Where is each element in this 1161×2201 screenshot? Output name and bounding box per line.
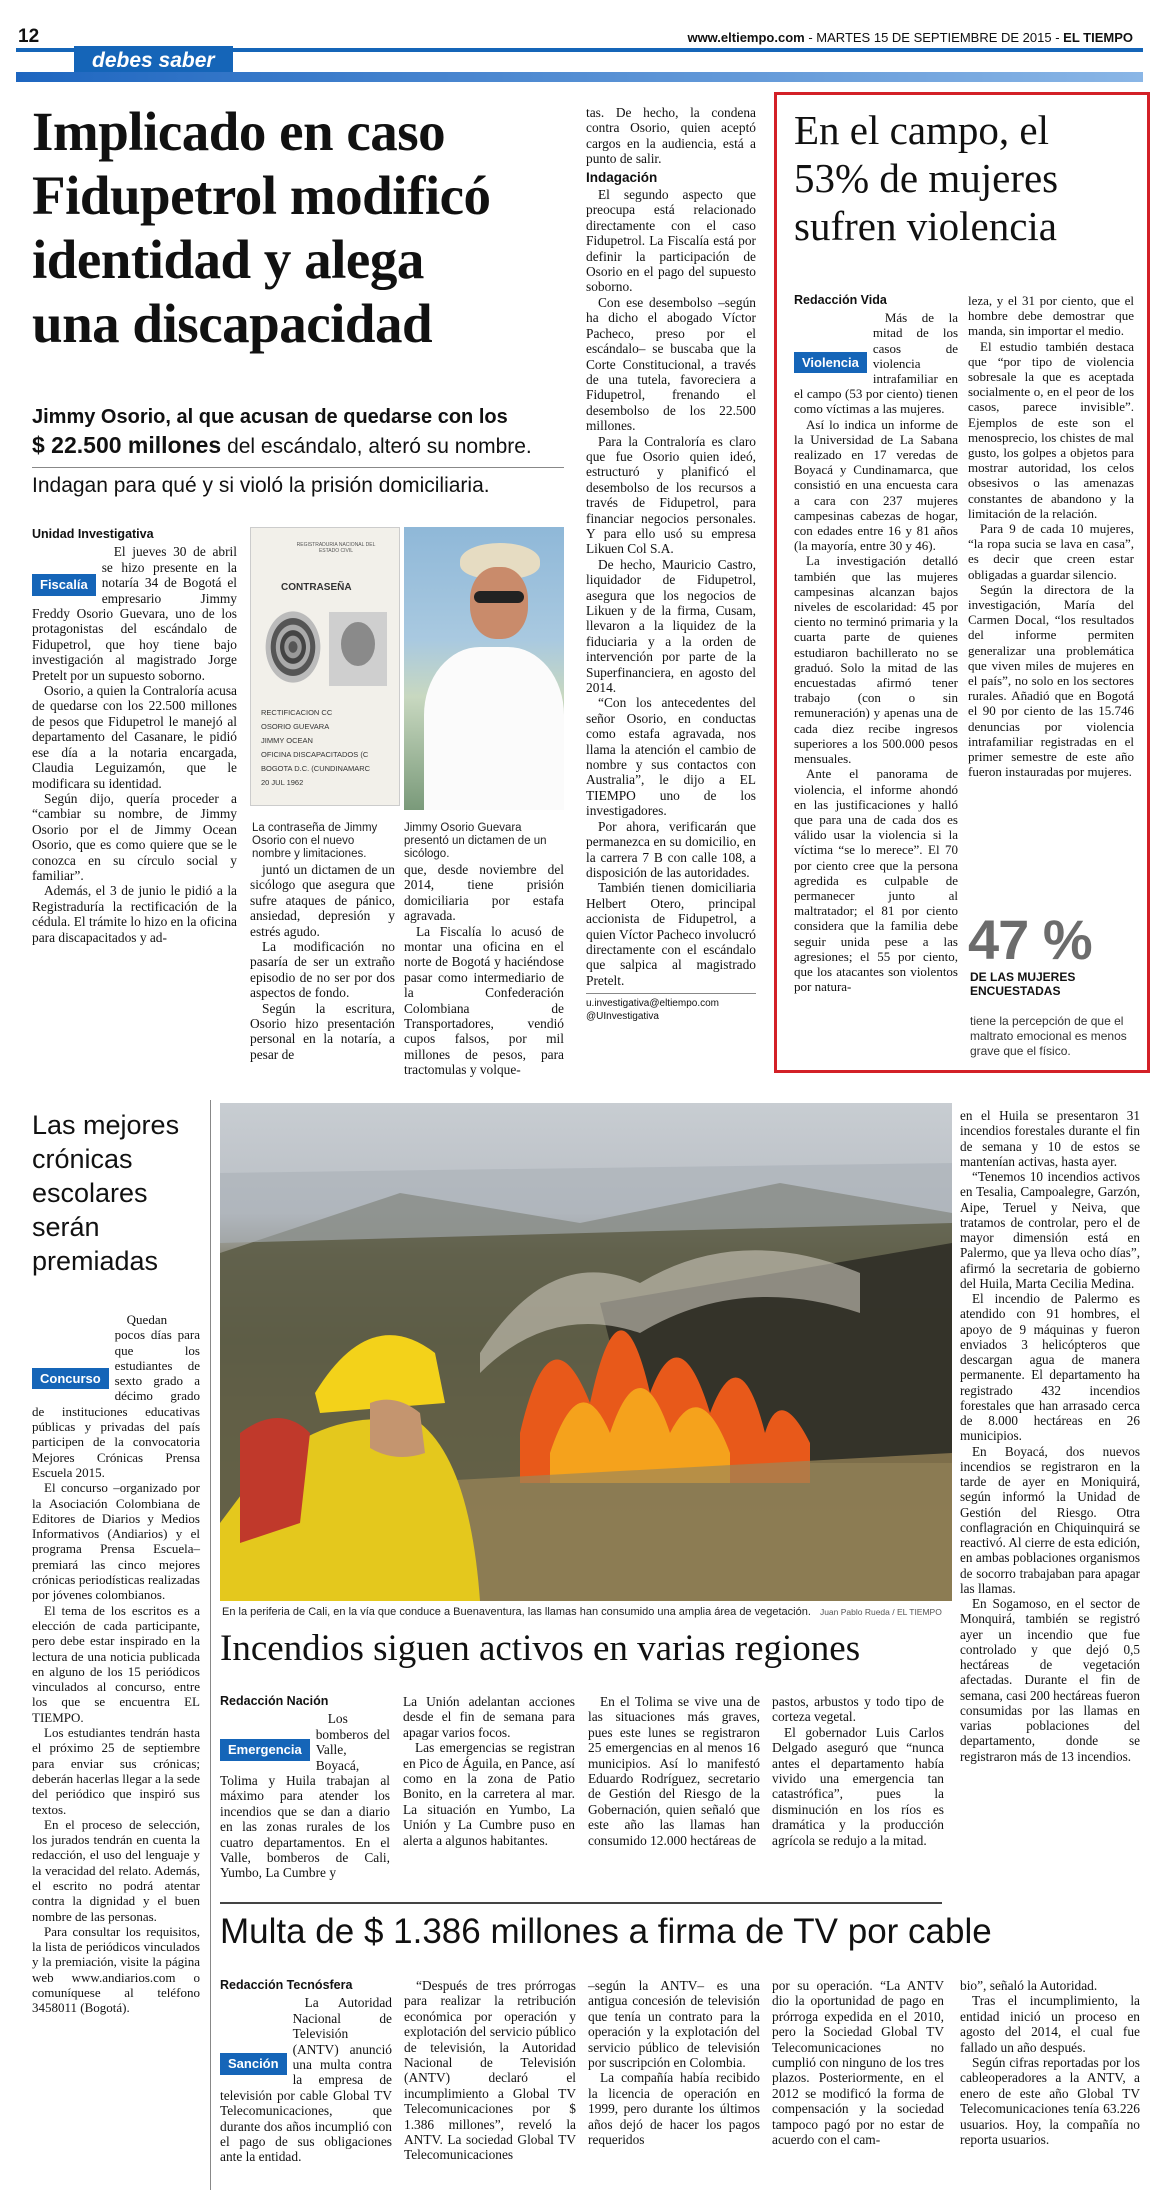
story1-col2 — [250, 862, 395, 1062]
paragraph: Además, el 3 de junio le pidió a la Registraduría la rectificación de la cédula. El trámite lo hizo en la oficina para discapacitados y ad- — [32, 883, 237, 945]
paper-name: EL TIEMPO — [1063, 30, 1133, 45]
deck-amount: $ 22.500 millones — [32, 432, 222, 458]
paragraph: Por ahora, verificarán que permanezca en su domicilio, en la carrera 7 B con calle 108, a disposición de las autoridades. — [586, 818, 756, 880]
tag-emergencia: Emergencia — [220, 1739, 310, 1760]
paragraph: Los estudiantes tendrán hasta el próximo 25 de septiembre para enviar sus crónicas; deberán hacerlas llegar a la sede del periódico que inspiró sus textos. — [32, 1725, 200, 1817]
story4-headline: Incendios siguen activos en varias regiones — [220, 1628, 861, 1669]
paragraph: Tras el incumplimiento, la entidad inició un proceso en agosto del 2014, el cual fue fallado un año después. — [960, 1993, 1140, 2055]
story4-right-col — [960, 1108, 1140, 1764]
story5-col3 — [588, 1978, 760, 2147]
paragraph: que, desde noviembre del 2014, tiene prisión domiciliaria por estafa agravada. — [404, 862, 564, 924]
headline-line: 53% de mujeres — [794, 155, 1059, 201]
story2-col2 — [968, 293, 1134, 780]
paragraph: pastos, arbustos y todo tipo de corteza vegetal. — [772, 1694, 944, 1725]
paragraph: –según la ANTV– es una antigua concesión de televisión que tenía un contrato para la operación y la explotación del servicio público de televisión por suscripción en Colombia. — [588, 1978, 760, 2071]
tag-fiscalia: Fiscalía — [32, 574, 96, 595]
deck-line: Indagan para qué y si violó la prisión domiciliaria. — [32, 474, 490, 497]
paragraph: La modificación no pasaría de ser un extraño episodio de no ser por dos aspectos de fondo. — [250, 939, 395, 1001]
fingerprint-icon — [263, 608, 323, 686]
tag-sancion: Sanción — [220, 2053, 287, 2074]
caption-id-card: La contraseña de Jimmy Osorio con el nuevo nombre y limitaciones. — [252, 822, 378, 860]
story4-col4 — [772, 1694, 944, 1848]
tag-float — [220, 1739, 310, 1760]
paragraph: En Boyacá, dos nuevos incendios se registraron en la tarde de ayer en Moniquirá, según informó la Unidad de Gestión del Riesgo. Otra conflagración en Chiquinquirá se reactivó. Al cierre de esta edición, en ambas poblaciones organismos de socorro trabajaban para apagar las llamas. — [960, 1443, 1140, 1596]
issue-date: MARTES 15 DE SEPTIEMBRE DE 2015 — [816, 30, 1052, 45]
story1-deck — [32, 404, 582, 499]
tag-float — [794, 352, 867, 373]
story2-col1 — [794, 293, 958, 994]
paragraph: Según dijo, quería proceder a “cambiar su nombre, de Jimmy Osorio por el de Jimmy Ocean Osorio, que es como quiere que se le conozca en su círculo social y familiar”. — [32, 790, 237, 883]
card-field: OFICINA DISCAPACITADOS (C — [261, 750, 369, 759]
headline-line: identidad y alega — [32, 229, 424, 290]
sunglasses — [474, 591, 524, 603]
stat-text: tiene la percepción de que el maltrato emocional es menos grave que el físico. — [970, 1014, 1127, 1058]
paragraph: La investigación detalló también que las mujeres campesinas alcanzan bajos niveles de escolaridad: 45 por ciento no terminó primaria y la cuarta parte de quienes estudiaron bachillerato no se graduó. Solo la mitad de las encuestadas afirmó tener trabajo (con o sin remuneración) y apenas una de cada diez recibe ingresos superiores a los 500.000 pesos mensuales. — [794, 553, 958, 767]
story5-headline: Multa de $ 1.386 millones a firma de TV por cable — [220, 1912, 992, 1951]
paragraph: bio”, señaló la Autoridad. — [960, 1978, 1098, 1993]
byline: Unidad Investigativa — [32, 527, 154, 541]
card-field: 20 JUL 1962 — [261, 778, 304, 787]
card-portrait — [329, 612, 387, 686]
story3-headline: Las mejores crónicas escolares serán premiadas — [32, 1110, 180, 1276]
paragraph: “Con los antecedentes del señor Osorio, en conductas como estafa agravada, nos llama la atención el cambio de nombre y sus contactos con Australia”, le dijo a EL TIEMPO uno de los investigadores. — [586, 695, 756, 819]
paragraph: leza, y el 31 por ciento, que el hombre debe demostrar que manda, sin importar el medio. — [968, 293, 1134, 339]
fire-scene — [220, 1103, 952, 1601]
paragraph: Ante el panorama de violencia, el informe ahondó en las justificaciones y halló que para una de cada dos es válido usar la violencia si la víctima “se lo merece”. El 70 por ciento cree que la persona agredida es culpable de permanecer junto al maltratador; el 81 por ciento considera que la familia debe seguir unida pese a las agresiones; el 55 por ciento, que los atacantes son violentos por natura- — [794, 766, 958, 995]
stat-label: DE LAS MUJERES ENCUESTADAS — [970, 970, 1076, 998]
headline-line: sufren violencia — [794, 203, 1057, 249]
byline: Redacción Vida — [794, 293, 887, 307]
paragraph: El incendio de Palermo es atendido con 91 hombres, el apoyo de 9 máquinas y fueron enviados 3 helicópteros que descargan agua de manera permanente. El departamento ha registrado 432 incendios forestales que han arrasado cerca de 8.000 hectáreas en 26 municipios. — [960, 1291, 1140, 1444]
tag-float — [32, 574, 96, 595]
paragraph: La Autoridad Nacional de Televisión (ANTV) anunció una multa contra la empresa de televisión por cable Global TV Telecomunicaciones, que durante dos años incumplió con el pago de sus obligaciones ante la entidad. — [220, 1995, 392, 2165]
story5-col1 — [220, 1978, 392, 2165]
portrait-head — [341, 622, 375, 666]
card-text — [261, 706, 391, 790]
card-field: OSORIO GUEVARA — [261, 722, 330, 731]
story1-headline — [32, 100, 592, 356]
paragraph: La Fiscalía lo acusó de montar una oficina en el norte de Bogotá y haciéndose pasar como intermediario de la Confederación Colombiana de Transportadores, vendió cupos falsos, por mil millones de pesos, para tractomulas y volque- — [404, 923, 564, 1078]
story1-col4 — [586, 105, 756, 1023]
headline-line: una discapacidad — [32, 293, 433, 354]
card-org: REGISTRADURIA NACIONAL DEL ESTADO CIVIL — [296, 542, 376, 554]
paragraph: La compañía había recibido la licencia de operación en 1999, pero durante los últimos años dejó de hacer los pagos requeridos — [588, 2070, 760, 2148]
paragraph: Para la Contraloría es claro que fue Osorio quien ideó, estructuró y planificó el desembolso de los recursos a través de Fidupetrol, para financiar negocios personales. Y para ello usó su empresa Likuen Col S.A. — [586, 433, 756, 557]
paragraph: Según cifras reportadas por los cableoperadores a la ANTV, a enero de este año Global TV Telecomunicaciones tenía 63.226 usuarios. Hoy, la compañía no reporta usuarios. — [960, 2055, 1140, 2148]
caption-portrait: Jimmy Osorio Guevara presentó un dictamen de un sicólogo. — [404, 822, 547, 860]
site-url[interactable]: www.eltiempo.com — [687, 30, 805, 45]
headline-line: Fidupetrol modificó — [32, 165, 491, 226]
byline: Redacción Tecnósfera — [220, 1978, 353, 1992]
story2-headline — [794, 106, 1144, 250]
paragraph: Con ese desembolso –según ha dicho el abogado Víctor Pacheco, preso por el escándalo– se buscaba que la Corte Constitucional, a través de una tutela, favoreciera a Fidupetrol, frenando el desembolso de los 22.500 millones. — [586, 294, 756, 434]
paragraph: Según la escritura, Osorio hizo presentación personal en la notaría, a pesar de — [250, 1000, 395, 1062]
page-number: 12 — [18, 26, 40, 47]
story5-col5 — [960, 1978, 1140, 2147]
headline-line: Implicado en caso — [32, 101, 446, 162]
paragraph: Quedan pocos días para que los estudiantes de sexto grado a décimo grado de instituciones educativas públicas y privadas del país participen de la convocatoria Mejores Crónicas Prensa Escuela 2015. — [32, 1312, 200, 1480]
paragraph: El tema de los escritos es a elección de cada participante, pero debe estar inspirado en la lectura de una noticia publicada en alguno de los 15 periódicos vinculados al concurso, entre los que se encuentra EL TIEMPO. — [32, 1602, 200, 1725]
paragraph: “Después de tres prórrogas para realizar la retribución económica por operación y explotación del servicio público de televisión, la Autoridad Nacional de Televisión (ANTV) declaró el incumplimiento a Global TV Telecomunicaciones por $ 1.386 millones”, reveló la ANTV. La sociedad Global TV Telecomunicaciones — [404, 1978, 576, 2163]
headline-line: En el campo, el — [794, 107, 1050, 153]
paragraph: En el Tolima se vive una de las situaciones más graves, pues este lunes se registraron 25 emergencias en al menos 16 municipios. Así lo manifestó Eduardo Rodríguez, secretario de Gestión del Riesgo de la Gobernación, quien señaló que este año las llamas han consumido 12.000 hectáreas de — [588, 1694, 760, 1848]
deck-rest: del escándalo, alteró su nombre. — [221, 435, 532, 458]
paragraph: Las emergencias se registran en Pico de Águila, en Pance, así como en la zona de Patio Bonito, en la carretera al mar. La situación en Yumbo, La Unión y La Cumbre puso en alerta a algunos habitantes. — [403, 1740, 575, 1848]
author-twitter[interactable]: @UInvestigativa — [586, 1011, 659, 1023]
paragraph: De hecho, Mauricio Castro, liquidador de Fidupetrol, asegura que los negocios de Likuen y de la firma, Cusam, llevaron a la liquidez de la fiduciaria y a la orden de intervención por parte de la Superfinanciera, en agosto del 2014. — [586, 556, 756, 696]
photo-credit: Juan Pablo Rueda / EL TIEMPO — [819, 1607, 942, 1617]
paragraph: Según la directora de la investigación, María del Carmen Docal, “los resultados del informe permiten generalizar una problemática que viven miles de mujeres en el país”, no solo en los sectores rurales. Añadió que en Bogotá el 90 por ciento de las 15.746 denuncias por violencia intrafamiliar registradas en el primer semestre de este año fueron instauradas por mujeres. — [968, 581, 1134, 780]
tag-float — [32, 1368, 109, 1389]
email-rule — [586, 993, 756, 994]
section-tab: debes saber — [74, 46, 233, 76]
paragraph: “Tenemos 10 incendios activos en Tesalia, Campoalegre, Garzón, Aipe, Teruel y Neiva, que tratamos de controlar, pero el de mayor dimensión está en Palermo, que ya lleva ocho días”, afirmó la secretaria de gobierno del Huila, Marta Cecilia Medina. — [960, 1169, 1140, 1291]
paragraph: El concurso –organizado por la Asociación Colombiana de Editores de Diarios y Medios Informativos (Andiarios) y el programa Prensa Escuela– premiará las cinco mejores crónicas periodísticas realizadas por jóvenes colombianos. — [32, 1480, 200, 1603]
shirt — [424, 647, 564, 810]
paragraph: El segundo aspecto que preocupa está relacionado directamente con el caso Fidupetrol. La Fiscalía está por definir la participación de Osorio en el pago del supuesto soborno. — [586, 187, 756, 295]
paragraph: También tienen domiciliaria Helbert Otero, principal accionista de Fidupetrol, a quien Víctor Pacheco involucró directamente con el escándalo que salpica al magistrado Pretelt. — [586, 880, 756, 988]
story4-col3 — [588, 1694, 760, 1848]
paragraph: El gobernador Luis Carlos Delgado aseguró que “nunca antes el departamento había vivido una emergencia tan catastrófica”, pues la disminución en los ríos es dramática y la producción agrícola se redujo a la mitad. — [772, 1724, 944, 1848]
author-email[interactable]: u.investigativa@eltiempo.com — [586, 998, 719, 1010]
story3-body — [32, 1312, 200, 2016]
header-separator: - — [808, 30, 817, 45]
story5-col4 — [772, 1978, 944, 2147]
story5-col2 — [404, 1978, 576, 2163]
deck-line: Jimmy Osorio, al que acusan de quedarse con los — [32, 406, 508, 428]
byline: Redacción Nación — [220, 1694, 329, 1708]
paragraph: El jueves 30 de abril se hizo presente en la notaría 34 de Bogotá el empresario Jimmy Freddy Osorio Guevara, uno de los protagonistas del escándalo de Fidupetrol, que hoy tiene bajo investigación al magistrado Jorge Pretelt por un supuesto soborno. — [32, 544, 237, 683]
card-field: RECTIFICACION CC — [261, 708, 333, 717]
paragraph: Osorio, a quien la Contraloría acusa de quedarse con los 22.500 millones de pesos que Fidupetrol le manejó al departamento del Casanare, le pidió ese día a la notaria encargada, Claudia Leguizamón, que le modificara su identidad. — [32, 683, 237, 791]
caption-text: En la periferia de Cali, en la vía que conduce a Buenaventura, las llamas han consumido una amplia área de vegetación. — [222, 1606, 811, 1618]
column-divider — [210, 1100, 211, 2190]
section-bar-lower — [16, 72, 1143, 82]
paragraph: tas. De hecho, la condena contra Osorio, quien aceptó cargos en la audiencia, está a punto de salir. — [586, 105, 756, 167]
fire-photo — [220, 1103, 952, 1601]
tag-violencia: Violencia — [794, 352, 867, 373]
id-card-photo — [250, 527, 400, 806]
story1-col1 — [32, 527, 237, 945]
paragraph: En Sogamoso, en el sector de Monquirá, también se registró ayer un incendio que fue controlado y que dejó 0,5 hectáreas de vegetación afectadas. Durante el fin de semana, casi 200 hectáreas fueron consumidas por las llamas en varias poblaciones del departamento, donde se registraron más de 13 incendios. — [960, 1596, 1140, 1764]
face — [470, 567, 528, 639]
story1-col3 — [404, 862, 564, 1078]
paragraph: Los bomberos del Valle, Boyacá, Tolima y Huila trabajan al máximo para atender los incendios que se dan a diario en las zonas rurales de los cuatro departamentos. En el Valle, bomberos de Cali, Yumbo, La Cumbre y — [220, 1711, 390, 1881]
paragraph: Para 9 de cada 10 mujeres, “la ropa sucia se lava en casa”, es decir que creen estar obligadas a guardar silencio. — [968, 521, 1134, 582]
story4-col2 — [403, 1694, 575, 1848]
deck-line — [32, 430, 582, 462]
story4-col1 — [220, 1694, 390, 1881]
paragraph: Así lo indica un informe de la Universidad de La Sabana realizado en 17 veredas de Boyacá y Cundinamarca, que consistió en una encuesta cara a cara con 237 mujeres campesinas cabezas de hogar, con edades entre 16 y 81 años (la mayoría, entre 30 y 46). — [794, 416, 958, 554]
paragraph: juntó un dictamen de un sicólogo que asegura que sufre ataques de pánico, ansiedad, depresión y estrés agudo. — [250, 862, 395, 939]
paragraph: Más de la mitad de los casos de violencia intrafamiliar en el campo (53 por ciento) tienen como víctimas a las mujeres. — [794, 310, 958, 417]
paragraph: en el Huila se presentaron 31 incendios forestales durante el fin de semana y 10 de estos se mantenían activas, hasta ayer. — [960, 1108, 1140, 1169]
page-header-info — [687, 30, 1133, 45]
story5-top-rule — [220, 1902, 942, 1904]
card-field: JIMMY OCEAN — [261, 736, 313, 745]
header-separator-2: - — [1055, 30, 1064, 45]
tag-float — [220, 2053, 287, 2074]
stat-value: 47 % — [968, 908, 1092, 971]
fire-photo-caption — [222, 1606, 952, 1619]
card-field: BOGOTA D.C. (CUNDINAMARC — [261, 764, 371, 773]
paragraph: por su operación. “La ANTV dio la oportunidad de pago en prórroga expedida en el 2010, pero la Sociedad Global TV Telecomunicaciones no cumplió con ninguno de los tres plazos. Posteriormente, en el 2012 se modificó la forma de compensación y la sociedad tampoco pagó por no estar de acuerdo con el cam- — [772, 1978, 944, 2148]
paragraph: Para consultar los requisitos, la lista de periódicos vinculados y la premiación, visite la página web www.andiarios.com o comuníquese al teléfono 3458011 (Bogotá). — [32, 1923, 200, 2016]
paragraph: La Unión adelantan acciones desde el fin de semana para apagar varios focos. — [403, 1694, 575, 1740]
portrait-photo — [404, 527, 564, 810]
deck-rule — [32, 467, 564, 468]
paragraph: El estudio también destaca que “por tipo de violencia sobresale la que es aceptada socialmente o, en el peor de los casos, parece invisible”. Ejemplos de este son el menosprecio, los chistes de mal gusto, los golpes a objetos para mostrar autoridad, los celos obsesivos o las amenazas constantes de abandono y la limitación de la relación. — [968, 338, 1134, 521]
tag-concurso: Concurso — [32, 1368, 109, 1389]
card-label: CONTRASEÑA — [281, 582, 352, 593]
paragraph: En el proceso de selección, los jurados tendrán en cuenta la redacción, el uso del lenguaje y la veracidad del relato. Además, el escrito no podrá atentar contra la dignidad y el buen nombre de las personas. — [32, 1816, 200, 1924]
subhead-indagacion: Indagación — [586, 169, 658, 185]
